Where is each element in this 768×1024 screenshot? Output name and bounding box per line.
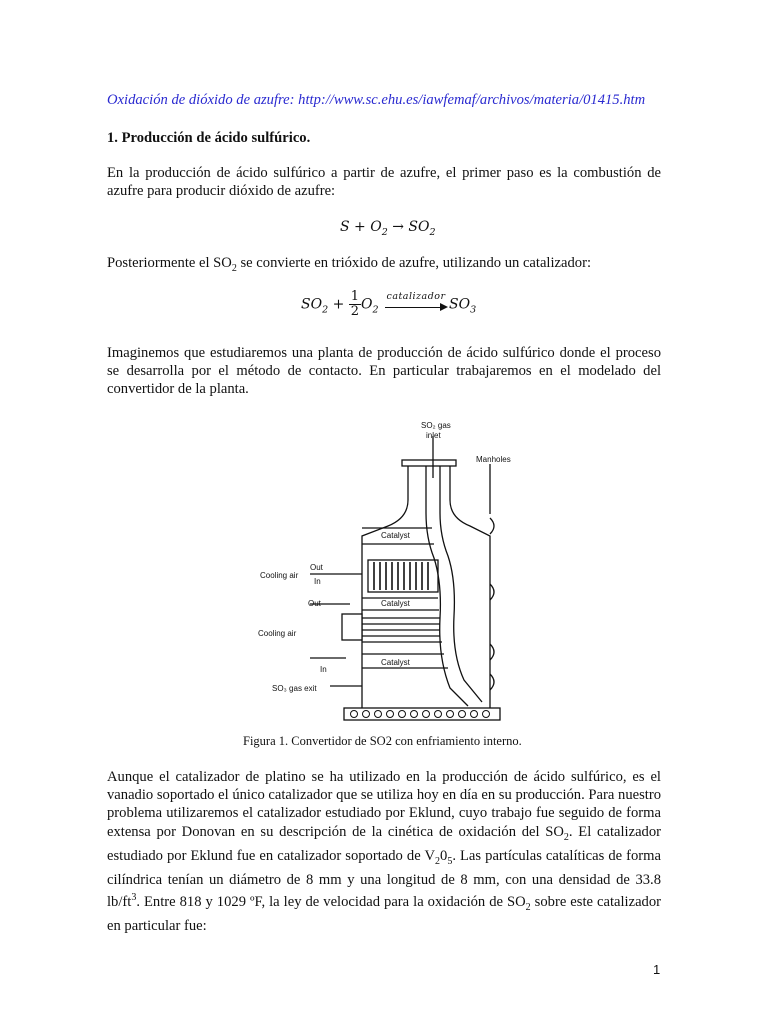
label-catalyst-3: Catalyst bbox=[381, 658, 410, 667]
eq1-lhs-sub: 2 bbox=[381, 226, 388, 238]
label-out-1: Out bbox=[310, 563, 323, 572]
figure-caption: Figura 1. Convertidor de SO2 con enfriamiento interno. bbox=[243, 734, 522, 748]
eq2-so3: SO bbox=[449, 296, 471, 313]
para4-sub-4: 2 bbox=[525, 901, 531, 913]
label-cooling-air-1: Cooling air bbox=[260, 571, 299, 580]
manhole-1 bbox=[490, 518, 494, 534]
label-so2-inlet-2: inlet bbox=[426, 431, 441, 440]
eq2-catalyst-label: catalizador bbox=[386, 290, 446, 302]
label-catalyst-2: Catalyst bbox=[381, 599, 410, 608]
eq2-catalyst-arrow bbox=[385, 290, 447, 315]
label-cooling-air-2: Cooling air bbox=[258, 629, 297, 638]
para4-text-a: Aunque el catalizador de platino se ha utilizado en la producción de ácido sulfúrico, es el vanadio soportado el único catalizador que se utiliza hoy en día en su producción. Para nuestro problema utilizaremos el catalizador estudiado por Eklund, cuyo trabajo fue seguido de forma extensa por Donovan en su descripción de la cinética de oxidación del SO bbox=[107, 769, 661, 840]
eq1-arrow: → bbox=[392, 219, 404, 235]
para4-text-c: 0 bbox=[440, 847, 448, 864]
converter-diagram bbox=[250, 418, 532, 730]
eq1-lhs: S + O bbox=[340, 219, 382, 235]
source-reference-link[interactable]: Oxidación de dióxido de azufre: http://www.sc.ehu.es/iawfemaf/archivos/materia/01415.htm bbox=[107, 92, 646, 108]
para4-sup: 3 bbox=[131, 892, 137, 904]
para4-text-b: . El catalizador estudiado por Eklund fue en catalizador soportado de V bbox=[107, 823, 661, 864]
eq2-so2-sub: 2 bbox=[322, 304, 329, 316]
eq1-rhs: SO bbox=[408, 219, 430, 235]
label-in-1: In bbox=[314, 577, 321, 586]
eq2-o2-sub: 2 bbox=[372, 304, 379, 316]
para2-text-b: se convierte en trióxido de azufre, utilizando un catalizador: bbox=[236, 255, 591, 271]
eq2-so3-sub: 3 bbox=[470, 304, 477, 316]
para4-sub-2: 2 bbox=[435, 855, 441, 867]
eq2-so2: SO bbox=[301, 296, 323, 313]
para4-text-d: . Las partículas catalíticas de forma cilíndrica tenían un diámetro de 8 mm y una longitud de 8 mm, con una densidad de 33.8 lb/ft bbox=[107, 847, 661, 910]
para4-sub-1: 2 bbox=[563, 831, 569, 843]
label-catalyst-1: Catalyst bbox=[381, 531, 410, 540]
eq2-o2: O bbox=[361, 296, 373, 313]
shell-right-wall bbox=[450, 463, 490, 708]
equation-combustion bbox=[340, 219, 436, 238]
para4-sub-3: 5 bbox=[447, 855, 453, 867]
label-so3-exit: SO₃ gas exit bbox=[272, 684, 317, 693]
shell-left-wall bbox=[362, 463, 408, 708]
eq2-fraction bbox=[349, 290, 361, 319]
label-so2-inlet-1: SO₂ gas bbox=[421, 421, 451, 430]
page-number: 1 bbox=[653, 962, 661, 977]
paragraph-kinetics bbox=[107, 768, 661, 935]
inner-duct-left bbox=[426, 466, 468, 706]
label-in-2: In bbox=[320, 665, 327, 674]
eq2-arrow-shaft bbox=[385, 307, 441, 308]
equation-oxidation bbox=[301, 290, 476, 319]
inlet-flange bbox=[402, 460, 456, 466]
paragraph-intro: En la producción de ácido sulfúrico a partir de azufre, el primer paso es la combustión de azufre para producir dióxido de azufre: bbox=[107, 165, 661, 200]
para2-sub: 2 bbox=[231, 262, 237, 274]
label-out-2: Out bbox=[308, 599, 321, 608]
eq1-rhs-sub: 2 bbox=[429, 226, 436, 238]
eq2-plus: + bbox=[332, 296, 345, 313]
para2-text-a: Posteriormente el SO bbox=[107, 255, 232, 271]
section-heading: 1. Producción de ácido sulfúrico. bbox=[107, 130, 311, 146]
paragraph-catalyst bbox=[107, 254, 661, 278]
paragraph-plant: Imaginemos que estudiaremos una planta de producción de ácido sulfúrico donde el proceso se desarrolla por el método de contacto. En particular trabajaremos en el modelado del convertidor de la planta. bbox=[107, 345, 661, 398]
eq2-frac-den: 2 bbox=[350, 304, 360, 319]
para4-text-e: . Entre 818 y 1029 ºF, la ley de velocidad para la oxidación de SO bbox=[136, 893, 526, 910]
label-manholes: Manholes bbox=[476, 455, 511, 464]
inner-duct-right bbox=[440, 466, 482, 702]
para4-text-f: sobre este catalizador en particular fue: bbox=[107, 893, 661, 934]
cooling-header bbox=[342, 614, 362, 640]
eq2-arrow-head bbox=[440, 303, 448, 311]
eq2-frac-num: 1 bbox=[350, 289, 360, 304]
